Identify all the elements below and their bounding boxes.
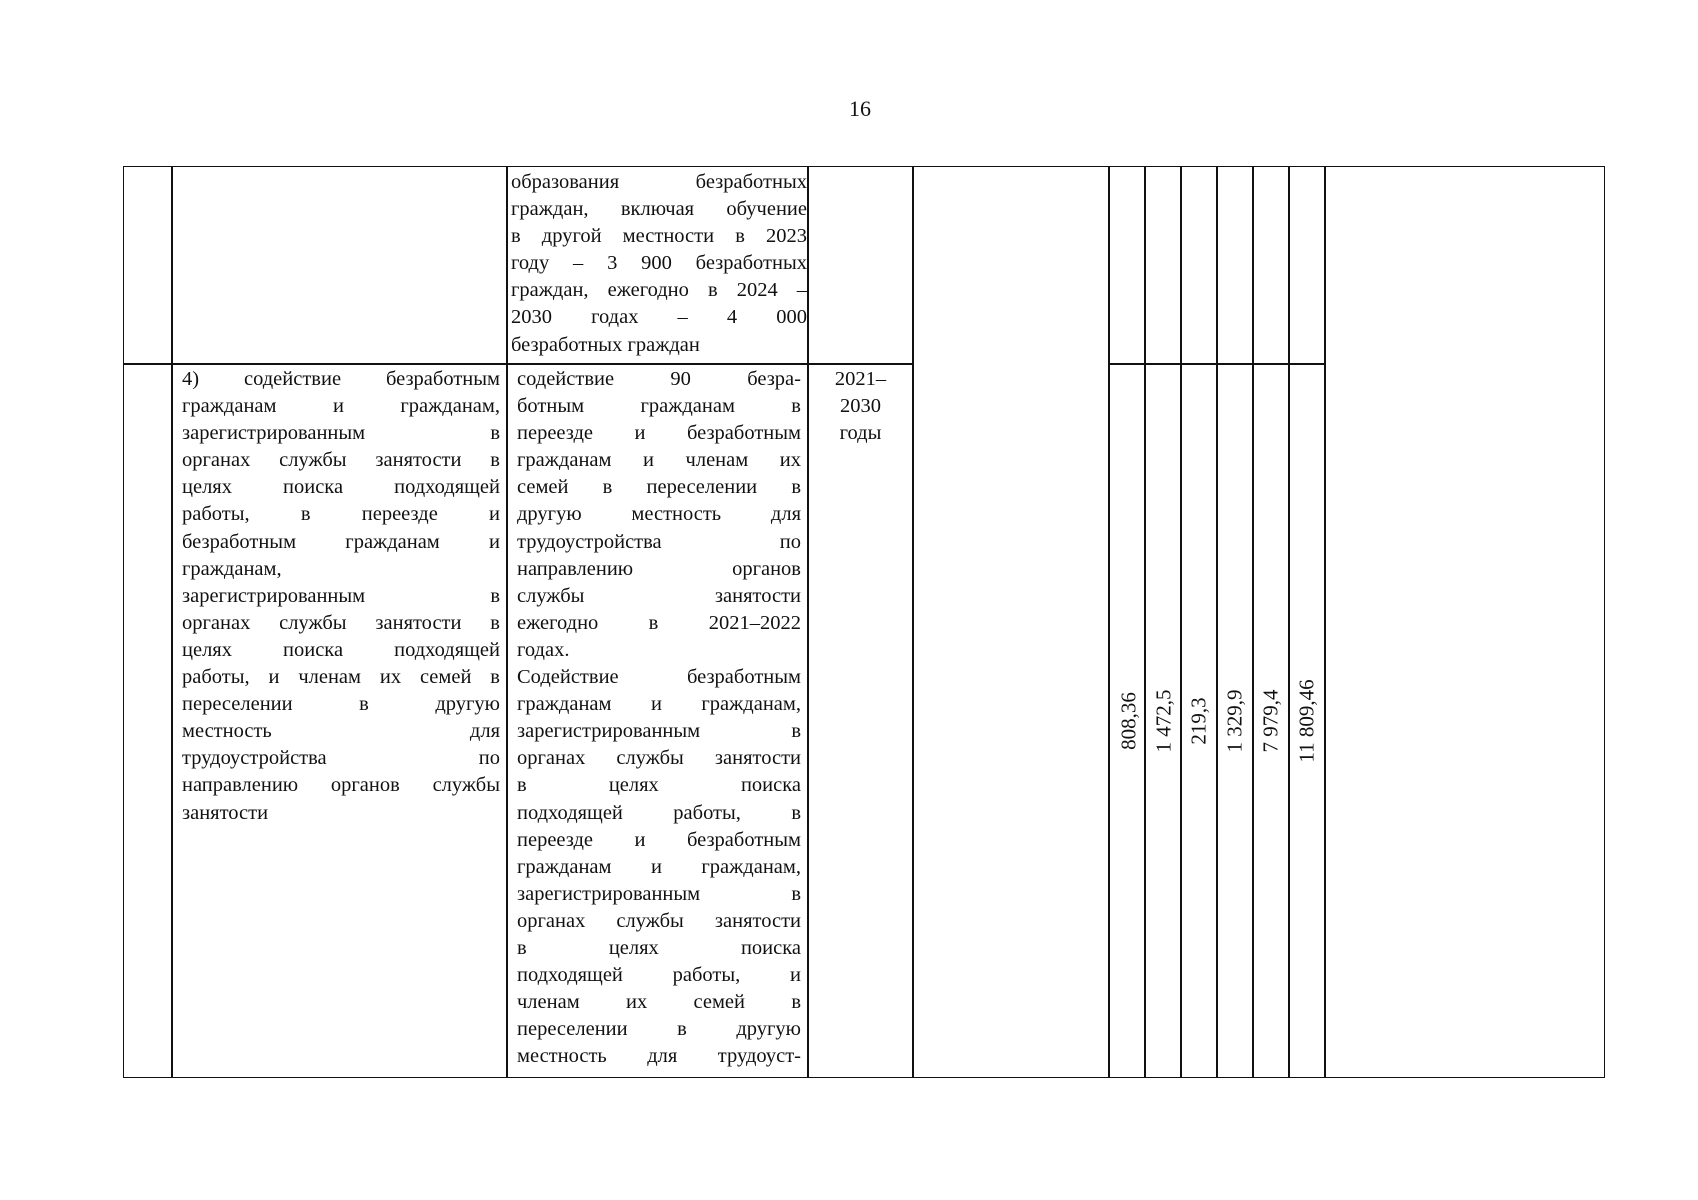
text-line: безработным гражданам и bbox=[182, 530, 500, 553]
text-line: 2021– bbox=[834, 368, 887, 390]
text-line: местность для трудоуст- bbox=[517, 1045, 801, 1068]
funding-value: 1 329,9 bbox=[1222, 689, 1247, 753]
result-text-continued bbox=[511, 169, 807, 359]
text-line: работы, и членам их семей в bbox=[182, 666, 500, 689]
text-line: органах службы занятости в bbox=[182, 611, 500, 634]
text-line: году – 3 900 безработных bbox=[511, 252, 807, 275]
result-text bbox=[517, 366, 801, 1070]
text-line: направлению органов службы bbox=[182, 774, 500, 797]
funding-value: 219,3 bbox=[1186, 697, 1211, 745]
text-line: в другой местности в 2023 bbox=[511, 225, 807, 248]
text-line: безработных граждан bbox=[511, 333, 700, 356]
text-line: местность для bbox=[182, 720, 500, 743]
table-cell bbox=[1252, 166, 1290, 365]
table-cell bbox=[1144, 166, 1182, 365]
table-cell bbox=[807, 363, 914, 1078]
text-line: занятости bbox=[182, 801, 269, 824]
text-line: органах службы занятости bbox=[517, 909, 801, 932]
measure-text bbox=[182, 366, 500, 827]
table-cell bbox=[171, 166, 508, 365]
text-line: 2030 bbox=[840, 395, 881, 417]
text-line: гражданам и гражданам, bbox=[517, 693, 801, 716]
text-line: граждан, ежегодно в 2024 – bbox=[511, 279, 807, 302]
page-number: 16 bbox=[849, 96, 871, 121]
text-line: годы bbox=[839, 422, 882, 444]
text-line: целях поиска подходящей bbox=[182, 638, 500, 661]
table-cell bbox=[1108, 166, 1146, 365]
text-line: гражданам и гражданам, bbox=[182, 395, 500, 418]
text-line: зарегистрированным в bbox=[517, 882, 801, 905]
table-cell bbox=[1180, 166, 1218, 365]
text-line: подходящей работы, в bbox=[517, 801, 801, 824]
text-line: ежегодно в 2021–2022 bbox=[517, 611, 801, 634]
text-line: годах. bbox=[517, 638, 570, 661]
text-line: направлению органов bbox=[517, 557, 801, 580]
table-cell bbox=[1324, 166, 1605, 1078]
table-cell bbox=[1216, 166, 1254, 365]
text-line: органах службы занятости bbox=[517, 747, 801, 770]
table-cell bbox=[1288, 166, 1326, 365]
text-line: 2030 годах – 4 000 bbox=[511, 306, 807, 329]
text-line: переезде и безработным bbox=[517, 828, 801, 851]
text-line: зарегистрированным в bbox=[517, 720, 801, 743]
funding-value: 1 472,5 bbox=[1151, 689, 1176, 753]
text-line: работы, в переезде и bbox=[182, 503, 500, 526]
text-line: Содействие безработным bbox=[517, 666, 801, 689]
text-line: другую местность для bbox=[517, 503, 801, 526]
text-line: органах службы занятости в bbox=[182, 449, 500, 472]
table-cell bbox=[912, 166, 1110, 1078]
text-line: ботным гражданам в bbox=[517, 395, 801, 418]
text-line: подходящей работы, и bbox=[517, 964, 801, 987]
text-line: в целях поиска bbox=[517, 936, 801, 959]
text-line: трудоустройства по bbox=[517, 530, 801, 553]
table-cell bbox=[123, 363, 173, 1078]
funding-value: 11 809,46 bbox=[1294, 679, 1319, 763]
text-line: трудоустройства по bbox=[182, 747, 500, 770]
text-line: гражданам, bbox=[182, 557, 282, 580]
period-text bbox=[812, 366, 909, 447]
text-line: образования безработных bbox=[511, 171, 807, 193]
text-line: гражданам и членам их bbox=[517, 449, 801, 472]
text-line: гражданам и гражданам, bbox=[517, 855, 801, 878]
text-line: переезде и безработным bbox=[517, 422, 801, 445]
table-cell bbox=[123, 166, 173, 365]
text-line: зарегистрированным в bbox=[182, 584, 500, 607]
text-line: членам их семей в bbox=[517, 991, 801, 1014]
text-line: граждан, включая обучение bbox=[511, 198, 807, 221]
text-line: целях поиска подходящей bbox=[182, 476, 500, 499]
text-line: 4) содействие безработным bbox=[182, 368, 500, 390]
text-line: переселении в другую bbox=[517, 1018, 801, 1041]
text-line: переселении в другую bbox=[182, 693, 500, 716]
text-line: службы занятости bbox=[517, 584, 801, 607]
text-line: семей в переселении в bbox=[517, 476, 801, 499]
text-line: зарегистрированным в bbox=[182, 422, 500, 445]
text-line: в целях поиска bbox=[517, 774, 801, 797]
funding-value: 808,36 bbox=[1116, 692, 1141, 750]
text-line: содействие 90 безра- bbox=[517, 368, 801, 390]
table-cell bbox=[807, 166, 914, 365]
funding-value: 7 979,4 bbox=[1258, 689, 1283, 753]
